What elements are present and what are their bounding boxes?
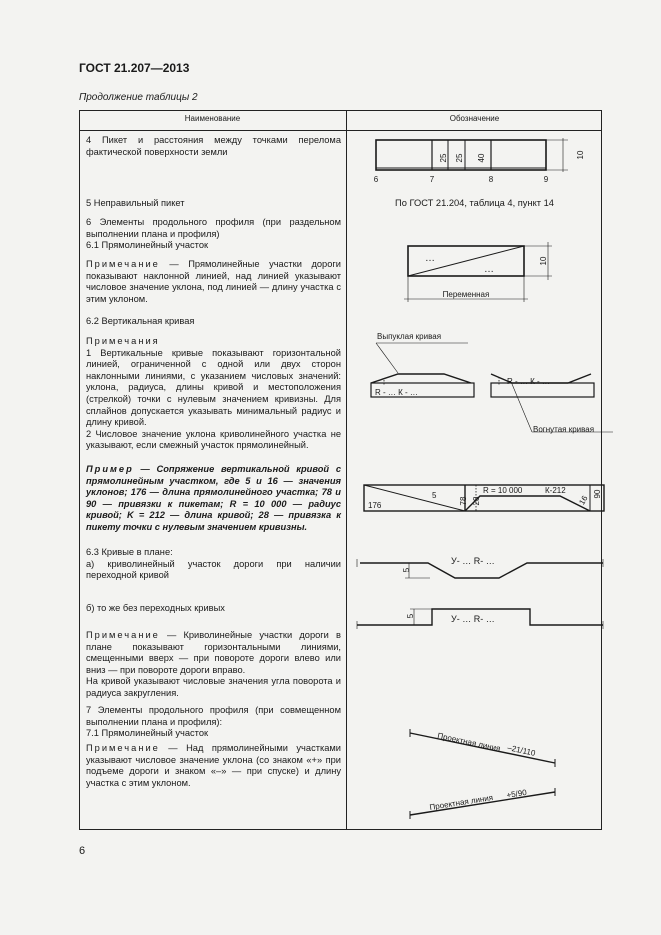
picket-cell-2: 25: [455, 153, 464, 163]
example-text: — Сопряжение вертикальной кривой с прямолинейным участком, где 5 и 16 — значения уклонов; 176 — длина прямолинейного участка; 78 и 90 — привязки к пикетам; R = 10 000 — радиус кривой; K = 212 — длина кривой; 28 — привязка к пикету точки с нулевым значением кривизны.: [86, 464, 341, 532]
plan-offset: 5: [402, 567, 411, 573]
example-slope1: 5: [432, 491, 437, 500]
project-val-2: +5/90: [505, 787, 528, 800]
slope-height: 10: [539, 256, 548, 266]
concave-label: Вогнутая кривая: [533, 425, 595, 434]
plan-offset-2: 5: [406, 613, 415, 619]
note-text: — Криволинейные участки дороги в плане показывают горизонтальными линиями, смещенными вверх — при повороте дороги влево или вниз — при повороте дороги вправо.: [86, 630, 341, 675]
vertical-curves-drawing: [371, 332, 613, 434]
slope-drawing: [404, 242, 552, 302]
project-line-down: [410, 729, 555, 767]
note-text: — Над прямолинейными участками указывают числовое значение уклона (со знаком «+» при подъеме дороги и знаком «–» — при спуске) и длину участка с этим уклоном.: [86, 743, 341, 788]
notes-label: Примечания: [86, 336, 160, 346]
note-1-text: 1 Вертикальные кривые показывают горизонтальной линией, ограниченной с одной или двух сторон наклонными линиями, с указанием числовых значений: уклона, радиуса, длины кривой и местоположения (стрелкой) точки с нулевым значением кривизны. Для сплайнов допускается указывать минимальный радиус и длину кривой.: [86, 347, 341, 428]
slope-length: Переменная: [442, 290, 490, 299]
row-6-3-title: 6.3 Кривые в плане:: [86, 547, 173, 557]
note-text-2: На кривой указывают числовые значения угла поворота и радиуса закругления.: [86, 676, 341, 698]
example-drawing: [364, 485, 604, 511]
convex-curve: [371, 374, 471, 383]
row-6-2-title: 6.2 Вертикальная кривая: [86, 316, 195, 326]
concave-rk: R - … К - …: [507, 377, 550, 386]
plan-curve-transition: [357, 556, 603, 578]
picket-tick-8: 8: [488, 175, 494, 184]
note-label: Примечание: [86, 259, 160, 269]
row-7-title: 7 Элементы продольного профиля (при совмещенном выполнении плана и профиля):: [86, 705, 341, 727]
row-6-title: 6 Элементы продольного профиля (при раздельном выполнении плана и профиля): [86, 217, 341, 239]
convex-label: Выпуклая кривая: [377, 332, 442, 341]
example-pk1: 78: [459, 496, 468, 506]
row-4-text: 4 Пикет и расстояния между точками перелома фактической поверхности земли: [86, 135, 341, 157]
row-6-3b-text: б) то же без переходных кривых: [86, 603, 225, 613]
row-6-3a-text: а) криволинейный участок дороги при наличии переходной кривой: [86, 558, 341, 581]
example-label: Пример: [86, 464, 134, 474]
picket-cell-3: 40: [477, 153, 486, 163]
picket-height: 10: [576, 150, 585, 160]
example-pk2: 90: [593, 489, 602, 499]
plan-curve-simple: [357, 609, 603, 629]
project-label-1: Проектная линия: [436, 731, 502, 754]
page-number: 6: [79, 845, 86, 857]
row-6-1-title: 6.1 Прямолинейный участок: [86, 240, 209, 251]
picket-tick-7: 7: [429, 175, 435, 184]
row-5-text: 5 Неправильный пикет: [86, 198, 185, 208]
note-label: Примечание: [86, 743, 160, 753]
note-2-text: 2 Числовое значение уклона криволинейного участка не указывают, если смежный участок прямолинейный.: [86, 428, 341, 451]
note-label: Примечание: [86, 630, 160, 640]
project-label-2: Проектная линия: [428, 793, 494, 812]
example-slope2: 16: [577, 494, 590, 507]
example-k: К-212: [545, 486, 566, 495]
picket-tick-6: 6: [373, 175, 379, 184]
row-7-1-title: 7.1 Прямолинейный участок: [86, 728, 209, 739]
project-line-up: [410, 788, 555, 819]
convex-rk: R - … К - …: [375, 388, 418, 397]
slope-dots-bottom: …: [484, 264, 494, 275]
example-length: 176: [368, 501, 382, 510]
example-radius: R = 10 000: [483, 486, 523, 495]
picket-tick-9: 9: [543, 175, 549, 184]
picket-cell-1: 25: [439, 153, 448, 163]
column-header-name: Наименование: [184, 114, 241, 123]
document-title: ГОСТ 21.207—2013: [79, 61, 190, 75]
plan-uy-2: У- … R- …: [451, 614, 495, 624]
example-pk0: 28: [472, 496, 481, 506]
project-val-1: –21/110: [506, 743, 537, 758]
note-text: — Прямолинейные участки дороги показывают наклонной линией, над линией указывают числовое значение уклона, под линией — длину участка с этим уклоном.: [86, 259, 341, 304]
table-continuation: Продолжение таблицы 2: [79, 92, 198, 103]
row-5-reference: По ГОСТ 21.204, таблица 4, пункт 14: [395, 198, 554, 208]
column-header-designation: Обозначение: [449, 114, 500, 123]
plan-uy: У- … R- …: [451, 556, 495, 566]
slope-dots-top: …: [425, 253, 435, 264]
picket-drawing: [374, 138, 585, 184]
